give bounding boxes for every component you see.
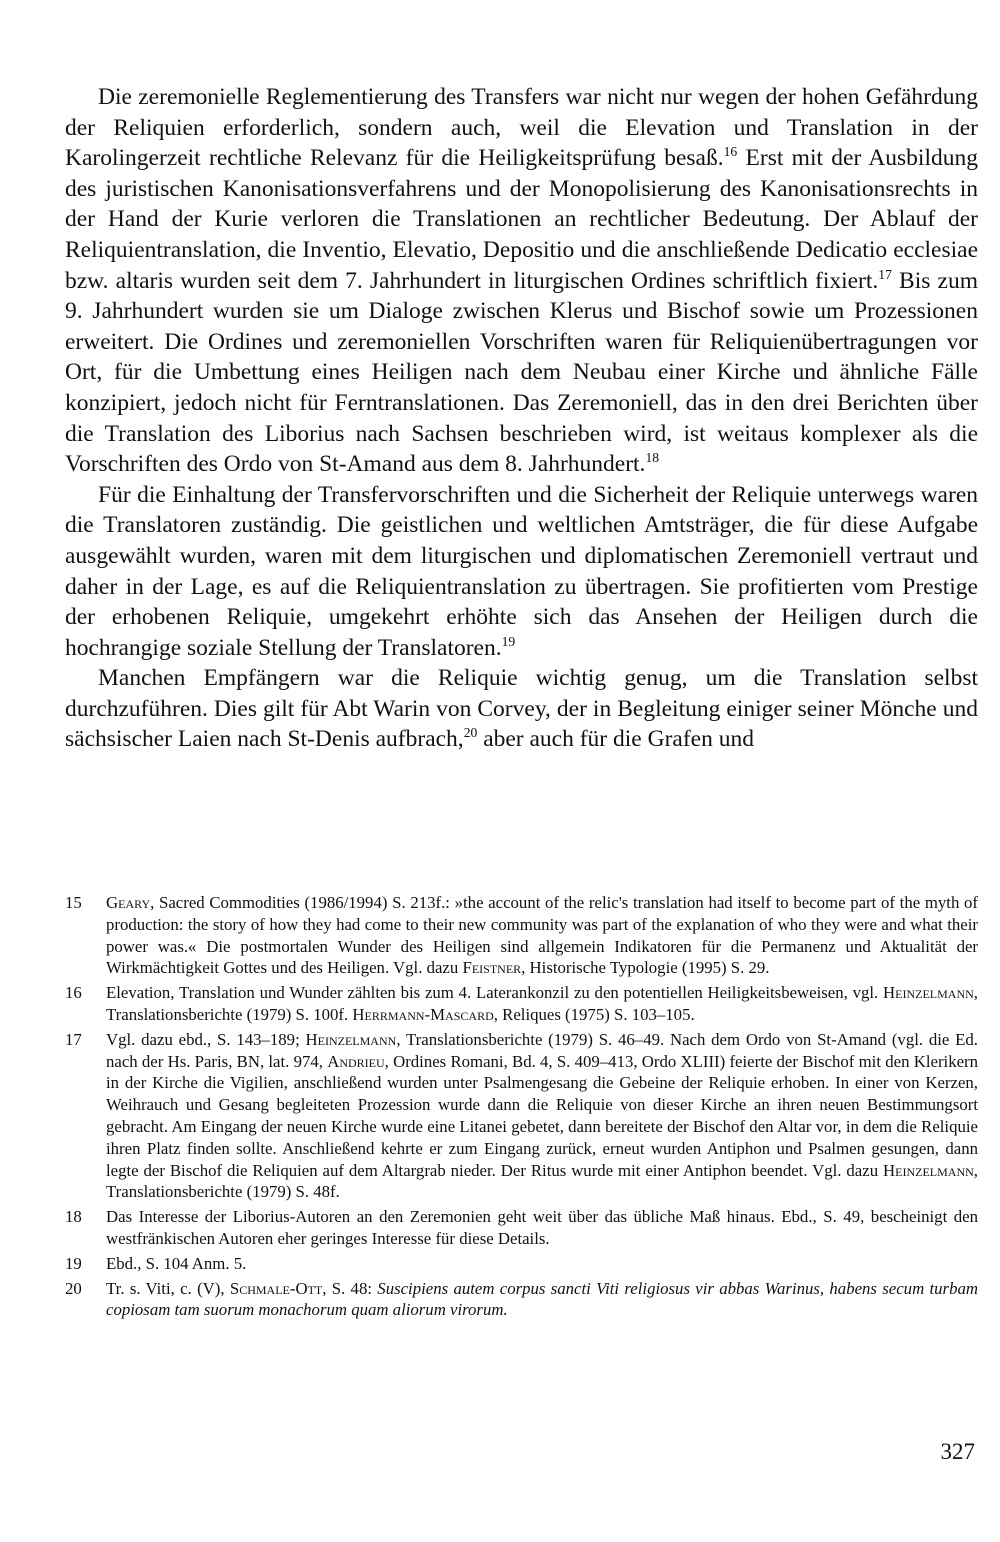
text-span: Vgl. dazu ebd., S. 143–189; (106, 1029, 306, 1049)
footnote (65, 982, 978, 1026)
page-body (65, 82, 978, 755)
text-span: , Historische Typologie (1995) S. 29. (521, 958, 770, 978)
text-span: Für die Einhaltung der Transfervorschriften und die Sicherheit der Reliquie unterwegs waren die Translatoren zuständig. Die geistlichen und weltlichen Amtsträger, die für diese Aufgabe ausgewählt wurden, waren mit dem liturgischen und diplomatischen Zeremoniell vertraut und daher in der Lage, es auf die Reliquientranslation zu übertragen. Sie profitierten vom Prestige der erhobenen Reliquie, umgekehrt erhöhte sich das Ansehen der Heiligen durch die hochrangige soziale Stellung der Translatoren. (65, 481, 978, 661)
text-span: Manchen Empfängern war die Reliquie wichtig genug, um die Translation selbst durchzuführen. Dies gilt für Abt Warin von Corvey, der in Begleitung einiger seiner Mönche und sächsischer Laien nach St-Denis aufbrach, (65, 665, 978, 753)
footnote-ref[interactable]: 19 (501, 633, 516, 649)
footnote (65, 1206, 978, 1250)
text-span: Elevation, Translation und Wunder zählten bis zum 4. Laterankonzil zu den potentiellen Heiligkeitsbeweisen, vgl. (106, 983, 884, 1003)
text-span: Bis zum 9. Jahrhundert wurden sie um Dialoge zwischen Klerus und Bischof sowie um Prozessionen erweitert. Die Ordines und zeremoniellen Vorschriften waren für Reliquienübertragungen vor Ort, für die Umbettung eines Heiligen nach dem Neubau einer Kirche und ähnliche Fälle konzipiert, jedoch nicht für Ferntranslationen. Das Zeremoniell, das in den drei Berichten über die Translation des Liborius nach Sachsen beschrieben wird, ist weitaus komplexer als die Vorschriften des Ordo von St-Amand aus dem 8. Jahrhundert. (65, 267, 978, 478)
text-span: , Ordines Romani, Bd. 4, S. 409–413, Ordo XLIII) feierte der Bischof mit den Klerikern in der Kirche die Vigilien, anschließend wurden unter Psalmengesang die Gebeine der Reliquie erhoben. In einer von Kerzen, Weihrauch und Gesang begleiteten Prozession wurde dann die Reliquie von dieser Kirche an ihren neuen Bestimmungsort gebracht. Am Eingang der neuen Kirche wurde eine Litanei gebetet, dann bereitete der Bischof den Altar vor, in dem die Reliquie ihren Platz finden sollte. Anschließend kehrte er zum Eingang zurück, erneut wurden Antiphon und Psalmen gesungen, dann legte der Bischof die Reliquien auf dem Altargrab nieder. Der Ritus wurde mit einer Antiphon beendet. Vgl. dazu (106, 1051, 979, 1180)
author-name: Andrieu (327, 1051, 385, 1071)
text-span: , Translationsberichte (1979) S. 46–49. Nach dem Ordo von St-Amand (vgl. die Ed. nach der Hs. Paris, BN, lat. 974, (106, 1029, 978, 1071)
author-name: Feistner (462, 958, 522, 978)
author-name: Heinzelmann (883, 983, 974, 1003)
footnote-ref[interactable]: 16 (723, 144, 738, 160)
text-span: aber auch für die Grafen und (477, 726, 754, 753)
text-span: , Translationsberichte (1979) S. 48f. (106, 1160, 978, 1202)
footnote-number: 15 (65, 893, 82, 912)
text-span: Ebd., S. 104 Anm. 5. (106, 1253, 247, 1273)
footnote-number: 20 (65, 1278, 82, 1298)
main-text (65, 82, 978, 755)
footnote (65, 1278, 978, 1322)
text-span: , Sacred Commodities (1986/1994) S. 213f.: »the account of the relic's translation had itself to become part of the myth of production: the story of how they had come to their new community was part of the explanation of who they were and what their power was.« Die postmortalen Wunder des Heiligen sind allgemein Indikatoren für die Permanenz und Aktualität der Wirkmächtigkeit Gottes und des Heiligen. Vgl. dazu (106, 893, 978, 978)
text-span: , S. 48: (322, 1278, 378, 1298)
footnote (65, 1029, 978, 1203)
paragraph (65, 663, 978, 755)
footnote-number: 19 (65, 1253, 82, 1273)
footnote (65, 892, 978, 979)
footnote-number: 16 (65, 983, 82, 1003)
footnote-number: 18 (65, 1207, 82, 1227)
text-span: Das Interesse der Liborius-Autoren an den Zeremonien geht weit über das übliche Maß hinaus. Ebd., S. 49, bescheinigt den westfränkischen Autoren eher geringes Interesse für diese Details. (106, 1207, 978, 1248)
author-name: Herrmann-Mascard (352, 1004, 494, 1024)
latin-quote: Suscipiens autem corpus sancti Viti religiosus vir abbas Warinus, habens secum turbam copiosam tam suorum monachorum quam aliorum virorum. (106, 1278, 978, 1320)
author-name: Schmale-Ott (229, 1278, 323, 1298)
author-name: Geary (106, 893, 151, 912)
author-name: Heinzelmann (305, 1029, 397, 1049)
text-span: Tr. s. Viti, c. (V), (106, 1278, 230, 1298)
footnote-ref[interactable]: 17 (878, 266, 892, 282)
text-span: Erst mit der Ausbildung des juristischen Kanonisationsverfahrens und der Monopolisierung des Kanonisationsrechts in der Hand der Kurie verloren die Translationen an rechtlicher Bedeutung. Der Ablauf der Reliquientranslation, die Inventio, Elevatio, Depositio und die anschließende Dedicatio ecclesiae bzw. altaris wurden seit dem 7. Jahrhundert in liturgischen Ordines schriftlich fixiert. (65, 145, 978, 294)
footnote (65, 1253, 978, 1275)
text-span: , Reliques (1975) S. 103–105. (493, 1004, 695, 1024)
paragraph (65, 82, 978, 480)
author-name: Heinzelmann (883, 1160, 974, 1180)
footnote-number: 17 (65, 1029, 82, 1049)
page-number: 327 (940, 1439, 975, 1464)
footnote-ref[interactable]: 20 (463, 725, 478, 741)
text-span: Die zeremonielle Reglementierung des Transfers war nicht nur wegen der hohen Gefährdung der Reliquien erforderlich, sondern auch, weil die Elevation und Translation in der Karolingerzeit rechtliche Relevanz für die Heiligkeitsprüfung besaß. (65, 84, 978, 172)
footnote-ref[interactable]: 18 (645, 450, 660, 466)
text-span: , Translationsberichte (1979) S. 100f. (106, 983, 978, 1024)
footnotes (65, 892, 978, 1324)
paragraph (65, 480, 978, 664)
